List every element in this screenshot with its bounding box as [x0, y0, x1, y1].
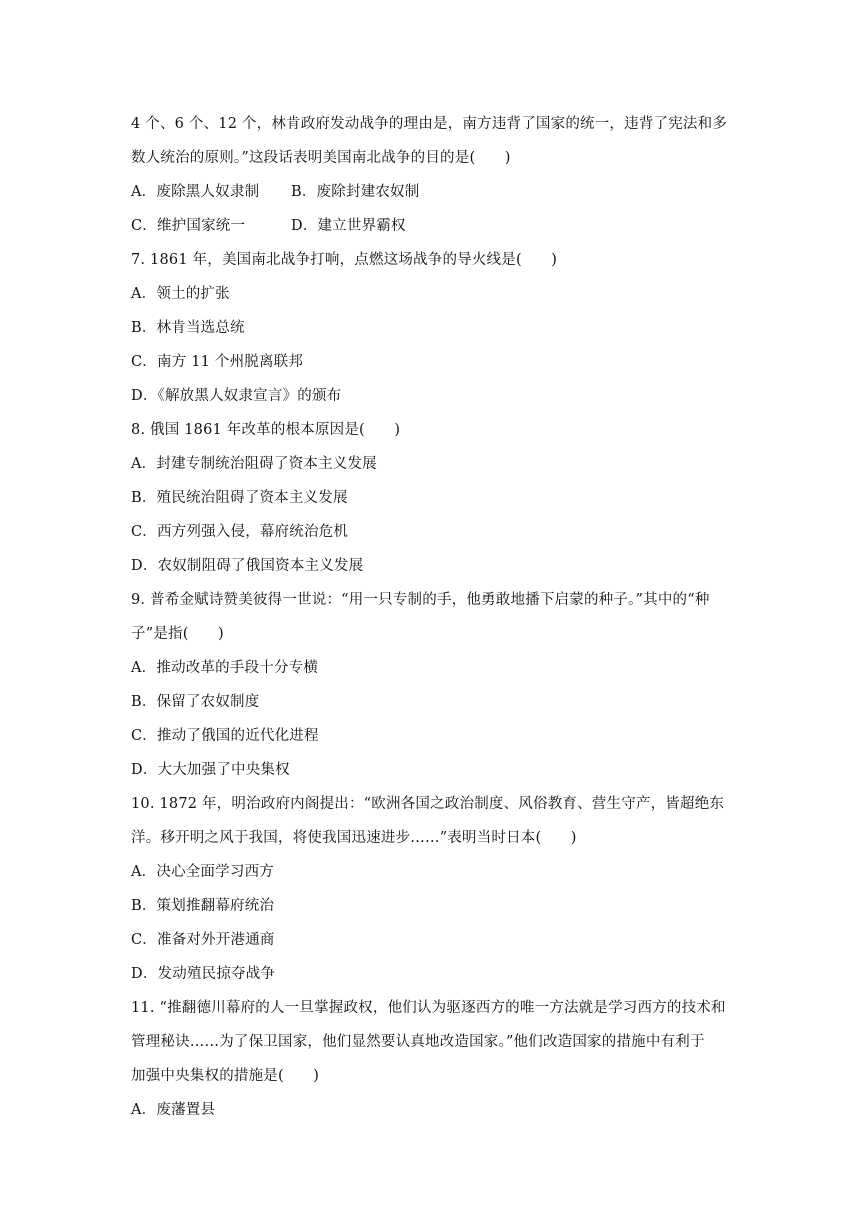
- q10-stem-line-1: 10. 1872 年，明治政府内阁提出：“欧洲各国之政治制度、风俗教育、营生守产，皆超绝东: [131, 796, 725, 812]
- q8-option-b: B．殖民统治阻碍了资本主义发展: [131, 490, 348, 506]
- q10-option-c: C．准备对外开港通商: [131, 932, 275, 948]
- q11-stem-line-3: 加强中央集权的措施是( ): [131, 1068, 320, 1084]
- q8-option-c: C．西方列强入侵，幕府统治危机: [131, 524, 349, 540]
- q10-stem-line-2: 洋。移开明之风于我国，将使我国迅速进步……”表明当时日本( ): [131, 830, 577, 846]
- q6-stem-line-2: 数人统治的原则。”这段话表明美国南北战争的目的是( ): [131, 150, 511, 166]
- q9-option-b: B．保留了农奴制度: [131, 694, 260, 710]
- q8-stem: 8. 俄国 1861 年改革的根本原因是( ): [131, 422, 401, 438]
- q10-option-d: D．发动殖民掠夺战争: [131, 966, 276, 982]
- q9-stem-line-2: 子”是指( ): [131, 626, 224, 642]
- q7-option-c: C．南方 11 个州脱离联邦: [131, 354, 304, 370]
- q9-option-c: C．推动了俄国的近代化进程: [131, 728, 319, 744]
- q7-option-d: D．《解放黑人奴隶宣言》的颁布: [131, 388, 342, 404]
- q11-option-a: A．废藩置县: [131, 1102, 216, 1118]
- q8-option-d: D．农奴制阻碍了俄国资本主义发展: [131, 558, 364, 574]
- q11-stem-line-1: 11. “推翻德川幕府的人一旦掌握政权，他们认为驱逐西方的唯一方法就是学习西方的技术和: [131, 1000, 726, 1016]
- q6-option-c: C．维护国家统一: [131, 218, 246, 234]
- q6-options-row-1: [131, 175, 741, 209]
- q8-option-a: A．封建专制统治阻碍了资本主义发展: [131, 456, 377, 472]
- q6-option-a: A．废除黑人奴隶制: [131, 184, 260, 200]
- q6-stem-line-1: 4 个、6 个、12 个，林肯政府发动战争的理由是，南方违背了国家的统一，违背了宪法和多: [131, 116, 728, 132]
- q7-stem: 7. 1861 年，美国南北战争打响，点燃这场战争的导火线是( ): [131, 252, 558, 268]
- q6-option-b: B．废除封建农奴制: [291, 184, 420, 200]
- q10-option-b: B．策划推翻幕府统治: [131, 898, 275, 914]
- q10-option-a: A．决心全面学习西方: [131, 864, 274, 880]
- q9-option-d: D．大大加强了中央集权: [131, 762, 290, 778]
- q6-option-d: D．建立世界霸权: [291, 218, 406, 234]
- q7-option-b: B．林肯当选总统: [131, 320, 245, 336]
- q7-option-a: A．领土的扩张: [131, 286, 230, 302]
- q6-options-row-2: [131, 209, 741, 243]
- q11-stem-line-2: 管理秘诀……为了保卫国家，他们显然要认真地改造国家。”他们改造国家的措施中有利于: [131, 1034, 705, 1050]
- q9-option-a: A．推动改革的手段十分专横: [131, 660, 319, 676]
- q9-stem-line-1: 9. 普希金赋诗赞美彼得一世说：“用一只专制的手，他勇敢地播下启蒙的种子。”其中的“种: [131, 592, 710, 608]
- document-content: [131, 107, 741, 1127]
